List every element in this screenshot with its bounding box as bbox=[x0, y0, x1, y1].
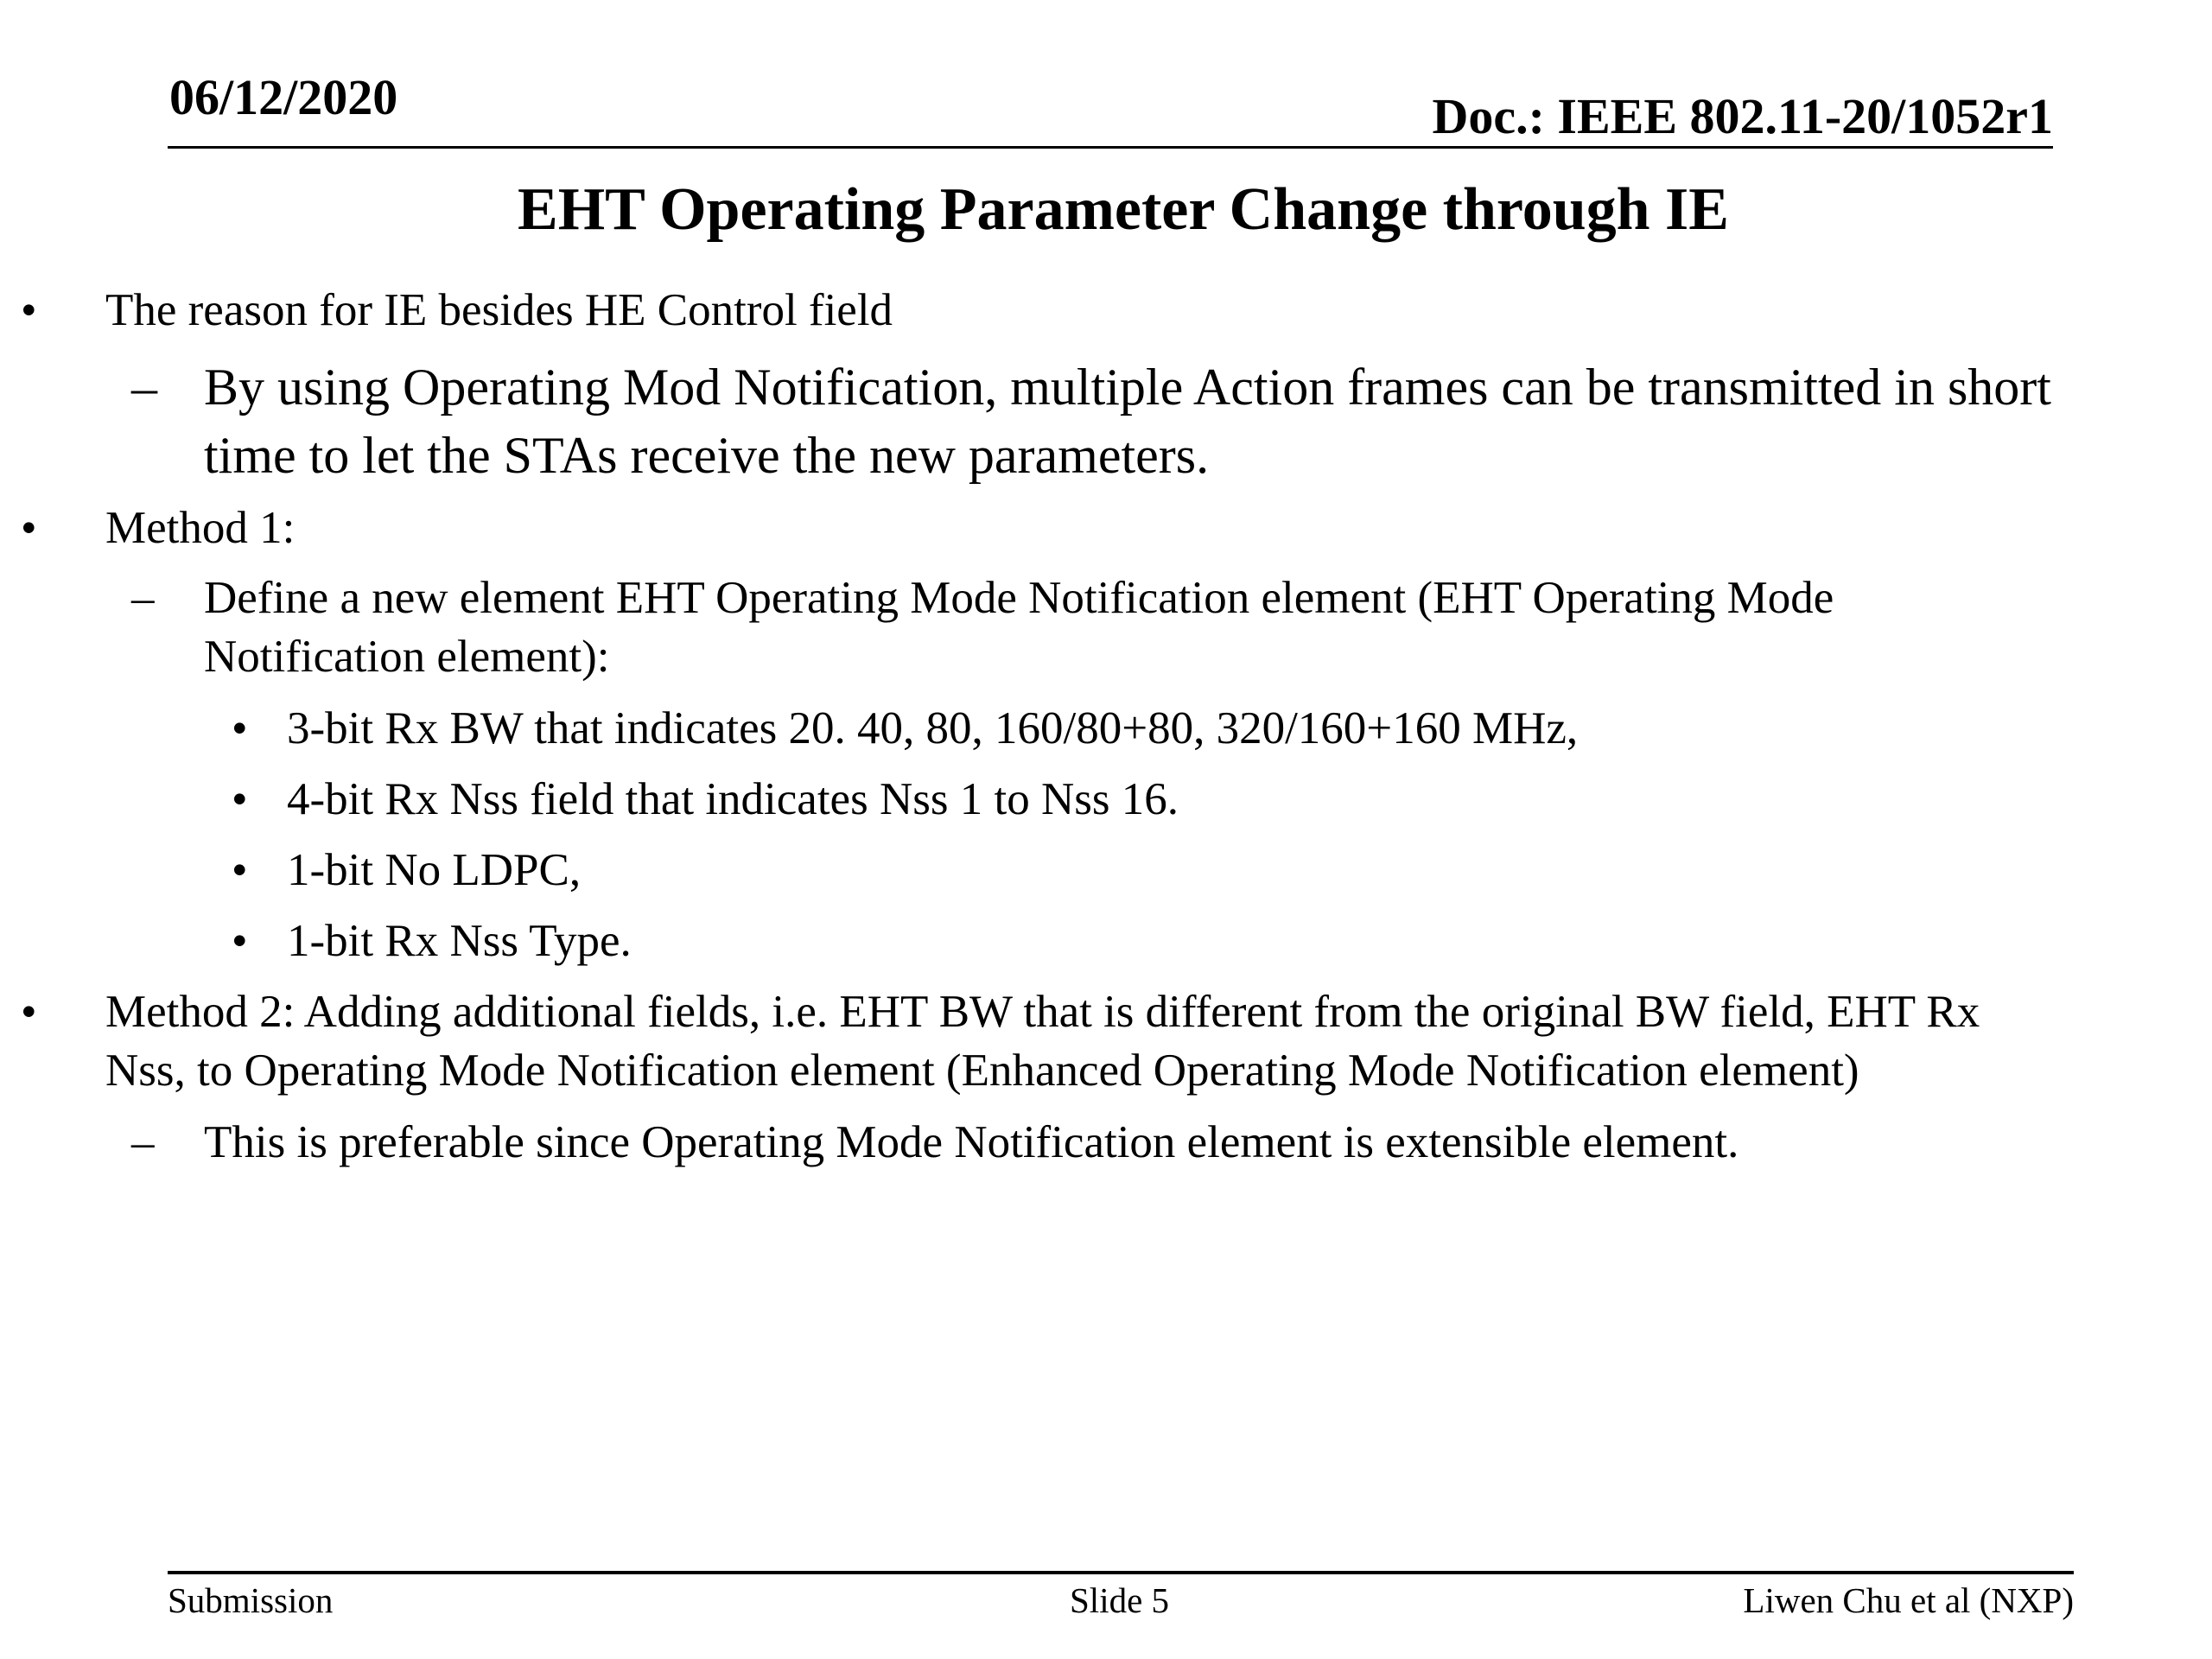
bullet-reason-text: The reason for IE besides HE Control field bbox=[105, 285, 893, 335]
bullet-dot-icon: • bbox=[21, 503, 37, 553]
bullet-dot-icon: • bbox=[232, 774, 248, 824]
bullet-dot-icon: • bbox=[232, 916, 248, 966]
header-date: 06/12/2020 bbox=[169, 69, 398, 125]
method1-item: 1-bit Rx Nss Type. bbox=[287, 916, 632, 966]
reason-sub-line1: By using Operating Mod Notification, multiple Action frames can be transmitted in short bbox=[204, 359, 2051, 416]
method1-item: 4-bit Rx Nss field that indicates Nss 1 to Nss 16. bbox=[287, 774, 1179, 824]
method1-text: Method 1: bbox=[105, 503, 296, 553]
method1-item: 3-bit Rx BW that indicates 20. 40, 80, 160/80+80, 320/160+160 MHz, bbox=[287, 703, 1579, 753]
footer-divider bbox=[168, 1571, 2074, 1574]
footer-slide-number: Slide 5 bbox=[1070, 1580, 1170, 1620]
footer-author: Liwen Chu et al (NXP) bbox=[1743, 1580, 2074, 1620]
header-doc-id: Doc.: IEEE 802.11-20/1052r1 bbox=[1432, 88, 2053, 144]
reason-sub-line2: time to let the STAs receive the new parameters. bbox=[204, 427, 1210, 484]
bullet-dot-icon: • bbox=[21, 987, 37, 1037]
method2-sub: This is preferable since Operating Mode Notification element is extensible element. bbox=[204, 1117, 1739, 1167]
footer-submission: Submission bbox=[168, 1580, 334, 1620]
header-divider bbox=[168, 146, 2053, 149]
bullet-dot-icon: • bbox=[232, 845, 248, 895]
method2-line1: Method 2: Adding additional fields, i.e. EHT BW that is different from the original BW field, EHT Rx bbox=[105, 987, 1980, 1037]
bullet-dot-icon: • bbox=[232, 703, 248, 753]
dash-icon: – bbox=[131, 1117, 155, 1167]
dash-icon: – bbox=[131, 573, 155, 623]
method1-sub-line2: Notification element): bbox=[204, 632, 610, 682]
slide-title: EHT Operating Parameter Change through IE bbox=[518, 176, 1729, 243]
method1-item: 1-bit No LDPC, bbox=[287, 845, 582, 895]
method2-line2: Nss, to Operating Mode Notification element (Enhanced Operating Mode Notification element) bbox=[105, 1046, 1859, 1096]
bullet-dot-icon: • bbox=[21, 285, 37, 335]
method1-sub-line1: Define a new element EHT Operating Mode Notification element (EHT Operating Mode bbox=[204, 573, 1834, 623]
dash-icon: – bbox=[131, 359, 157, 416]
